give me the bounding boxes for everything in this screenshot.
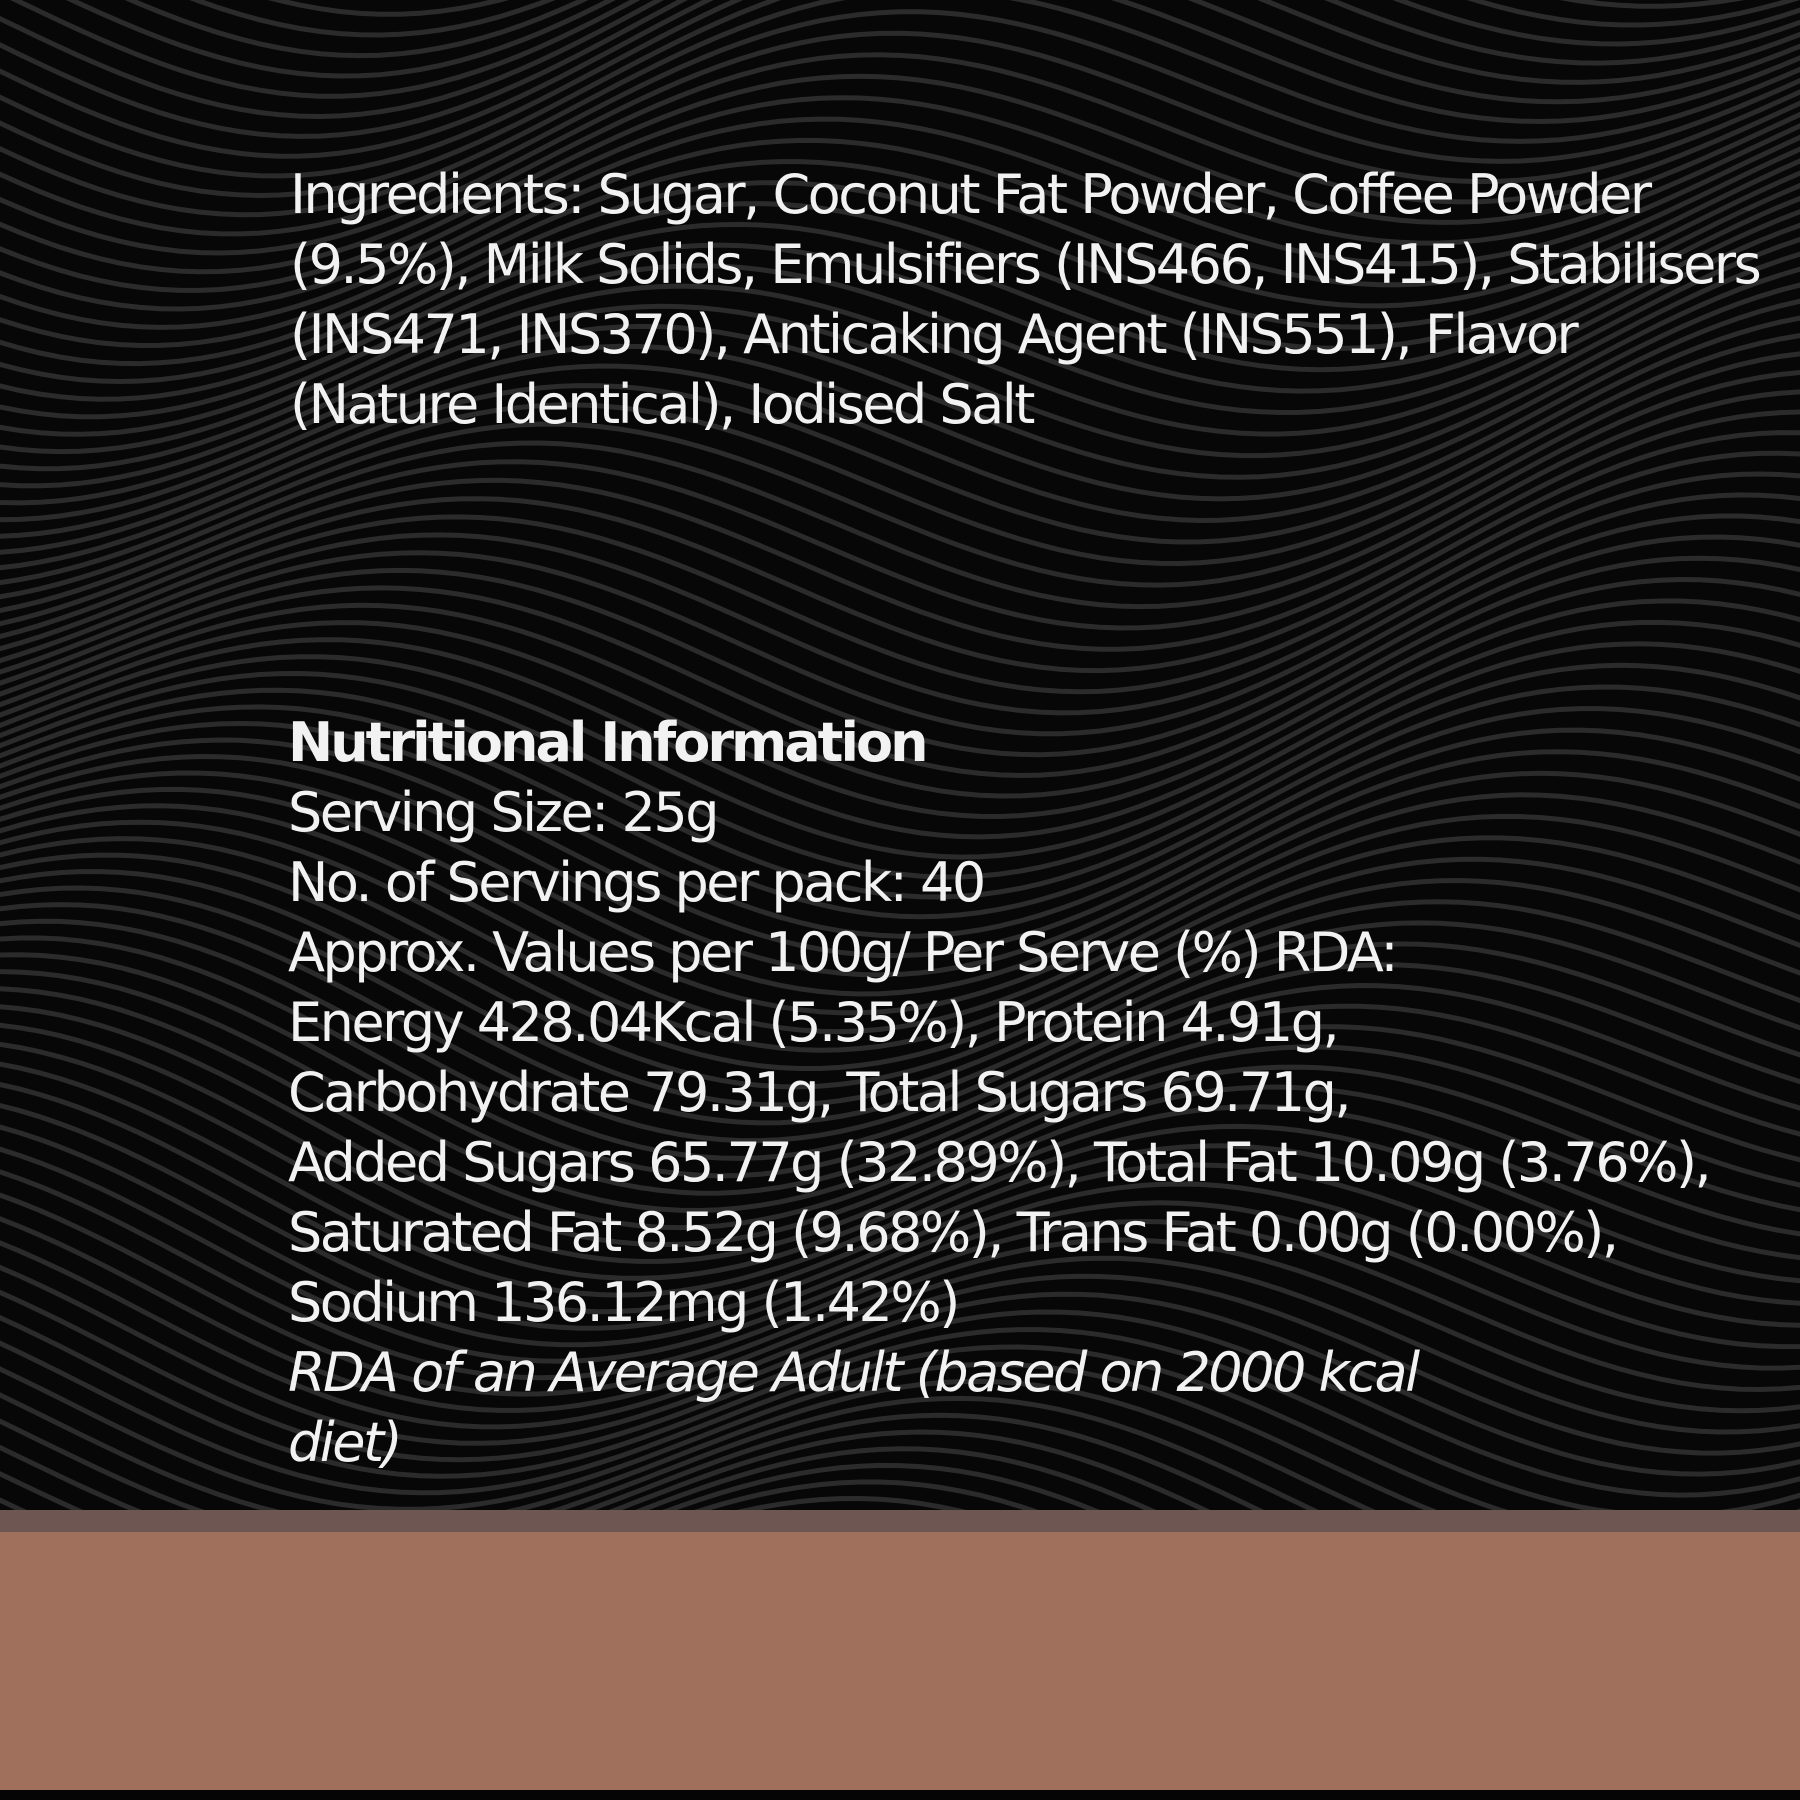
wave-line [0,0,1800,56]
values-header: Approx. Values per 100g/ Per Serve (%) RDA: [288,921,1397,984]
ingredients-line: (9.5%), Milk Solids, Emulsifiers (INS466, INS415), Stabilisers [290,233,1760,296]
brown-band [0,1532,1800,1790]
rda-note: diet) [288,1411,401,1474]
brown-band-top-strip [0,1510,1800,1532]
ingredients-line: Ingredients: Sugar, Coconut Fat Powder, Coffee Powder [290,163,1650,226]
ingredients-text [290,160,1760,440]
rda-note: RDA of an Average Adult (based on 2000 kcal [288,1341,1418,1404]
nutrient-values-line: Carbohydrate 79.31g, Total Sugars 69.71g, [288,1061,1350,1124]
wave-line [0,0,1800,35]
nutrient-values-line: Energy 428.04Kcal (5.35%), Protein 4.91g, [288,991,1338,1054]
nutritional-information [288,708,1710,1478]
nutrient-values-line: Sodium 136.12mg (1.42%) [288,1271,958,1334]
nutrient-values-line: Added Sugars 65.77g (32.89%), Total Fat 10.09g (3.76%), [288,1131,1710,1194]
ingredients-line: (INS471, INS370), Anticaking Agent (INS551), Flavor [290,303,1577,366]
nutrient-values-line: Saturated Fat 8.52g (9.68%), Trans Fat 0.00g (0.00%), [288,1201,1617,1264]
ingredients-line: (Nature Identical), Iodised Salt [290,373,1033,436]
nutrition-heading: Nutritional Information [288,711,926,774]
bottom-edge-strip [0,1790,1800,1800]
servings-per-pack: No. of Servings per pack: 40 [288,851,984,914]
serving-size: Serving Size: 25g [288,781,718,844]
